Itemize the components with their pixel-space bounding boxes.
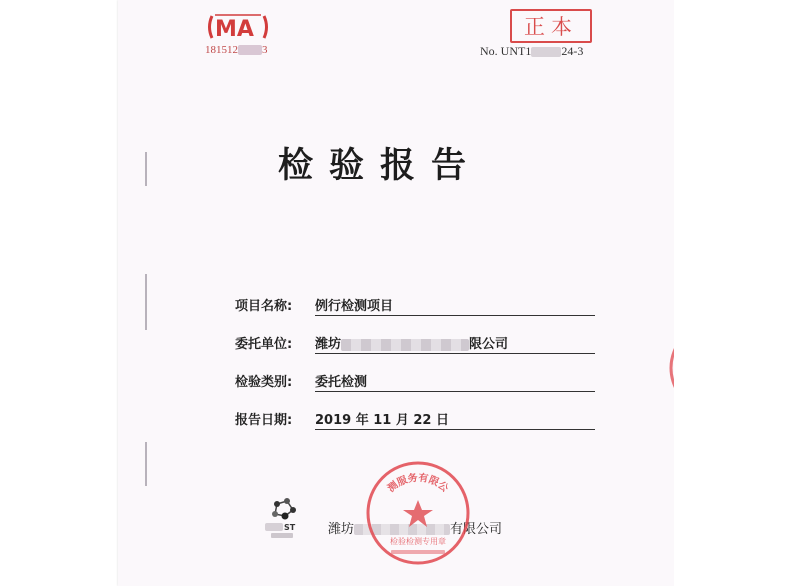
issuer-name-start: 潍坊 bbox=[328, 522, 355, 537]
issuer-logo bbox=[263, 496, 303, 540]
client-name-start: 潍坊 bbox=[315, 337, 342, 352]
report-page bbox=[118, 0, 674, 586]
cma-mark-text: MA bbox=[215, 17, 254, 42]
field-underline bbox=[315, 391, 595, 392]
binding-mark bbox=[145, 442, 147, 486]
cert-number-end: 3 bbox=[262, 44, 268, 56]
field-value: 委托检测 bbox=[315, 375, 368, 390]
svg-text:测服务有限公 bbox=[385, 471, 452, 495]
partial-seal bbox=[646, 318, 674, 418]
original-copy-stamp: 正本 bbox=[510, 9, 592, 43]
seal-top-text: 测服务有限公 bbox=[385, 472, 451, 495]
cert-number-start: 181512 bbox=[205, 44, 238, 56]
seal-bottom-text: 检验检测专用章 bbox=[390, 537, 446, 546]
field-label: 检验类别: bbox=[235, 375, 293, 390]
field-client-unit bbox=[235, 332, 595, 354]
field-underline bbox=[315, 429, 595, 430]
client-name-end: 限公司 bbox=[469, 337, 509, 352]
field-label: 报告日期: bbox=[235, 413, 293, 428]
field-project-name bbox=[235, 294, 595, 316]
page-margin bbox=[674, 0, 798, 586]
report-number bbox=[480, 44, 583, 59]
report-number-start: No. UNT1 bbox=[480, 44, 532, 58]
report-title: 检验报告 bbox=[278, 146, 483, 186]
field-label: 项目名称: bbox=[235, 299, 293, 314]
cma-logo bbox=[206, 12, 270, 42]
field-label: 委托单位: bbox=[235, 337, 293, 352]
issuer-logo-text: ST bbox=[284, 523, 296, 532]
field-underline bbox=[315, 353, 595, 354]
report-number-end: 24-3 bbox=[561, 44, 584, 58]
field-report-date bbox=[235, 408, 595, 430]
cert-number bbox=[205, 44, 268, 56]
field-value: 例行检测项目 bbox=[315, 299, 394, 314]
field-inspection-type bbox=[235, 370, 595, 392]
field-value bbox=[315, 333, 508, 352]
binding-mark bbox=[145, 274, 147, 330]
issuer-name-end: 有限公司 bbox=[450, 522, 503, 537]
field-value: 2019 年 11 月 22 日 bbox=[315, 413, 449, 428]
field-underline bbox=[315, 315, 595, 316]
inspection-seal bbox=[363, 458, 473, 568]
binding-mark bbox=[145, 152, 147, 186]
